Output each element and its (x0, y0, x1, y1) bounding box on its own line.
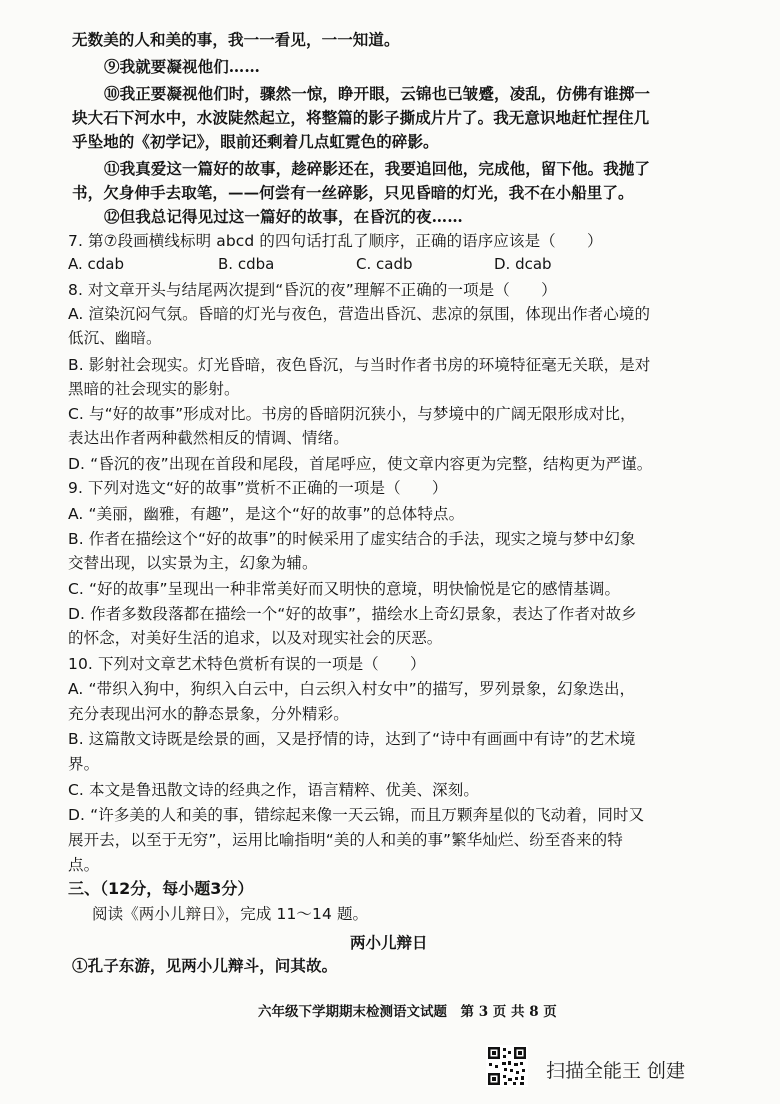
question-9-line: A. “美丽，幽雅，有趣”，是这个“好的故事”的总体特点。 (68, 505, 465, 523)
option-b: B. cdba (218, 255, 275, 273)
question-7-stem: 7. 第⑦段画横线标明 abcd 的四句话打乱了顺序，正确的语序应该是（ ） (68, 232, 603, 250)
question-9-line: C. “好的故事”呈现出一种非常美好而又明快的意境，明快愉悦是它的感情基调。 (68, 580, 621, 598)
passage-title: 两小儿辩日 (350, 933, 428, 952)
option-a: A. cdab (68, 255, 125, 273)
passage-line: ⑫但我总记得见过这一篇好的故事，在昏沉的夜…… (104, 207, 463, 226)
option-d: D. dcab (494, 255, 552, 273)
question-7-options (68, 255, 718, 275)
question-8-line: C. 与“好的故事”形成对比。书房的昏暗阴沉狭小，与梦境中的广阔无限形成对比， (68, 405, 636, 423)
passage-line: ⑩我正要凝视他们时，骤然一惊，睁开眼，云锦也已皱蹙，凌乱，仿佛有谁掷一 (104, 84, 651, 103)
question-8-line: B. 影射社会现实。灯光昏暗，夜色昏沉，与当时作者书房的环境特征毫无关联，是对 (68, 356, 651, 374)
question-8-stem: 8. 对文章开头与结尾两次提到“昏沉的夜”理解不正确的一项是（ ） (68, 281, 557, 299)
scanner-watermark-label: 扫描全能王 创建 (546, 1060, 686, 1082)
question-8-line: 黑暗的社会现实的影射。 (68, 380, 240, 398)
question-9-line: 的怀念，对美好生活的追求，以及对现实社会的厌恶。 (68, 629, 443, 647)
passage-line: 块大石下河水中，水波陡然起立，将整篇的影子撕成片片了。我无意识地赶忙捏住几 (72, 108, 650, 127)
option-c: C. cadb (356, 255, 413, 273)
reading-instruction: 阅读《两小儿辩日》，完成 11～14 题。 (92, 905, 369, 923)
question-8-line: 低沉、幽暗。 (68, 329, 162, 347)
passage-first-line: ①孔子东游，见两小儿辩斗，问其故。 (72, 956, 338, 975)
question-9-line: B. 作者在描绘这个“好的故事”的时候采用了虚实结合的手法，现实之境与梦中幻象 (68, 530, 636, 548)
question-8-line: 表达出作者两种截然相反的情调、情绪。 (68, 429, 349, 447)
question-10-line: 界。 (68, 755, 100, 773)
passage-line: 乎坠地的《初学记》，眼前还剩着几点虹霓色的碎影。 (72, 132, 439, 151)
qr-code-icon (486, 1045, 528, 1087)
question-10-line: 点。 (68, 856, 100, 874)
question-10-line: B. 这篇散文诗既是绘景的画，又是抒情的诗，达到了“诗中有画画中有诗”的艺术境 (68, 730, 636, 748)
question-8-line: A. 渲染沉闷气氛。昏暗的灯光与夜色，营造出昏沉、悲凉的氛围，体现出作者心境的 (68, 305, 651, 323)
passage-line: 书，欠身伸手去取笔，——何尝有一丝碎影，只见昏暗的灯光，我不在小船里了。 (72, 183, 634, 202)
section-heading: 三、（12分，每小题3分） (68, 879, 254, 898)
question-10-line: D. “许多美的人和美的事，错综起来像一天云锦，而且万颗奔星似的飞动着，同时又 (68, 806, 645, 824)
passage-line: ⑨我就要凝视他们…… (104, 57, 261, 76)
question-9-line: 交替出现，以实景为主，幻象为辅。 (68, 554, 318, 572)
question-10-line: C. 本文是鲁迅散文诗的经典之作，语言精粹、优美、深刻。 (68, 781, 479, 799)
passage-line: 无数美的人和美的事，我一一看见，一一知道。 (72, 30, 400, 49)
page-footer: 六年级下学期期末检测语文试题 第 3 页 共 8 页 (258, 1004, 557, 1020)
question-10-line: 充分表现出河水的静态景象，分外精彩。 (68, 705, 349, 723)
question-10-line: 展开去，以至于无穷”，运用比喻指明“美的人和美的事”繁华灿烂、纷至沓来的特 (68, 831, 623, 849)
question-9-stem: 9. 下列对选文“好的故事”赏析不正确的一项是（ ） (68, 479, 448, 497)
question-8-line: D. “昏沉的夜”出现在首段和尾段，首尾呼应，使文章内容更为完整，结构更为严谨。 (68, 455, 653, 473)
question-10-stem: 10. 下列对文章艺术特色赏析有误的一项是（ ） (68, 655, 426, 673)
passage-line: ⑪我真爱这一篇好的故事，趁碎影还在，我要追回他，完成他，留下他。我抛了 (104, 159, 651, 178)
question-10-line: A. “带织入狗中，狗织入白云中，白云织入村女中”的描写，罗列景象，幻象迭出， (68, 680, 636, 698)
question-9-line: D. 作者多数段落都在描绘一个“好的故事”，描绘水上奇幻景象，表达了作者对故乡 (68, 605, 637, 623)
